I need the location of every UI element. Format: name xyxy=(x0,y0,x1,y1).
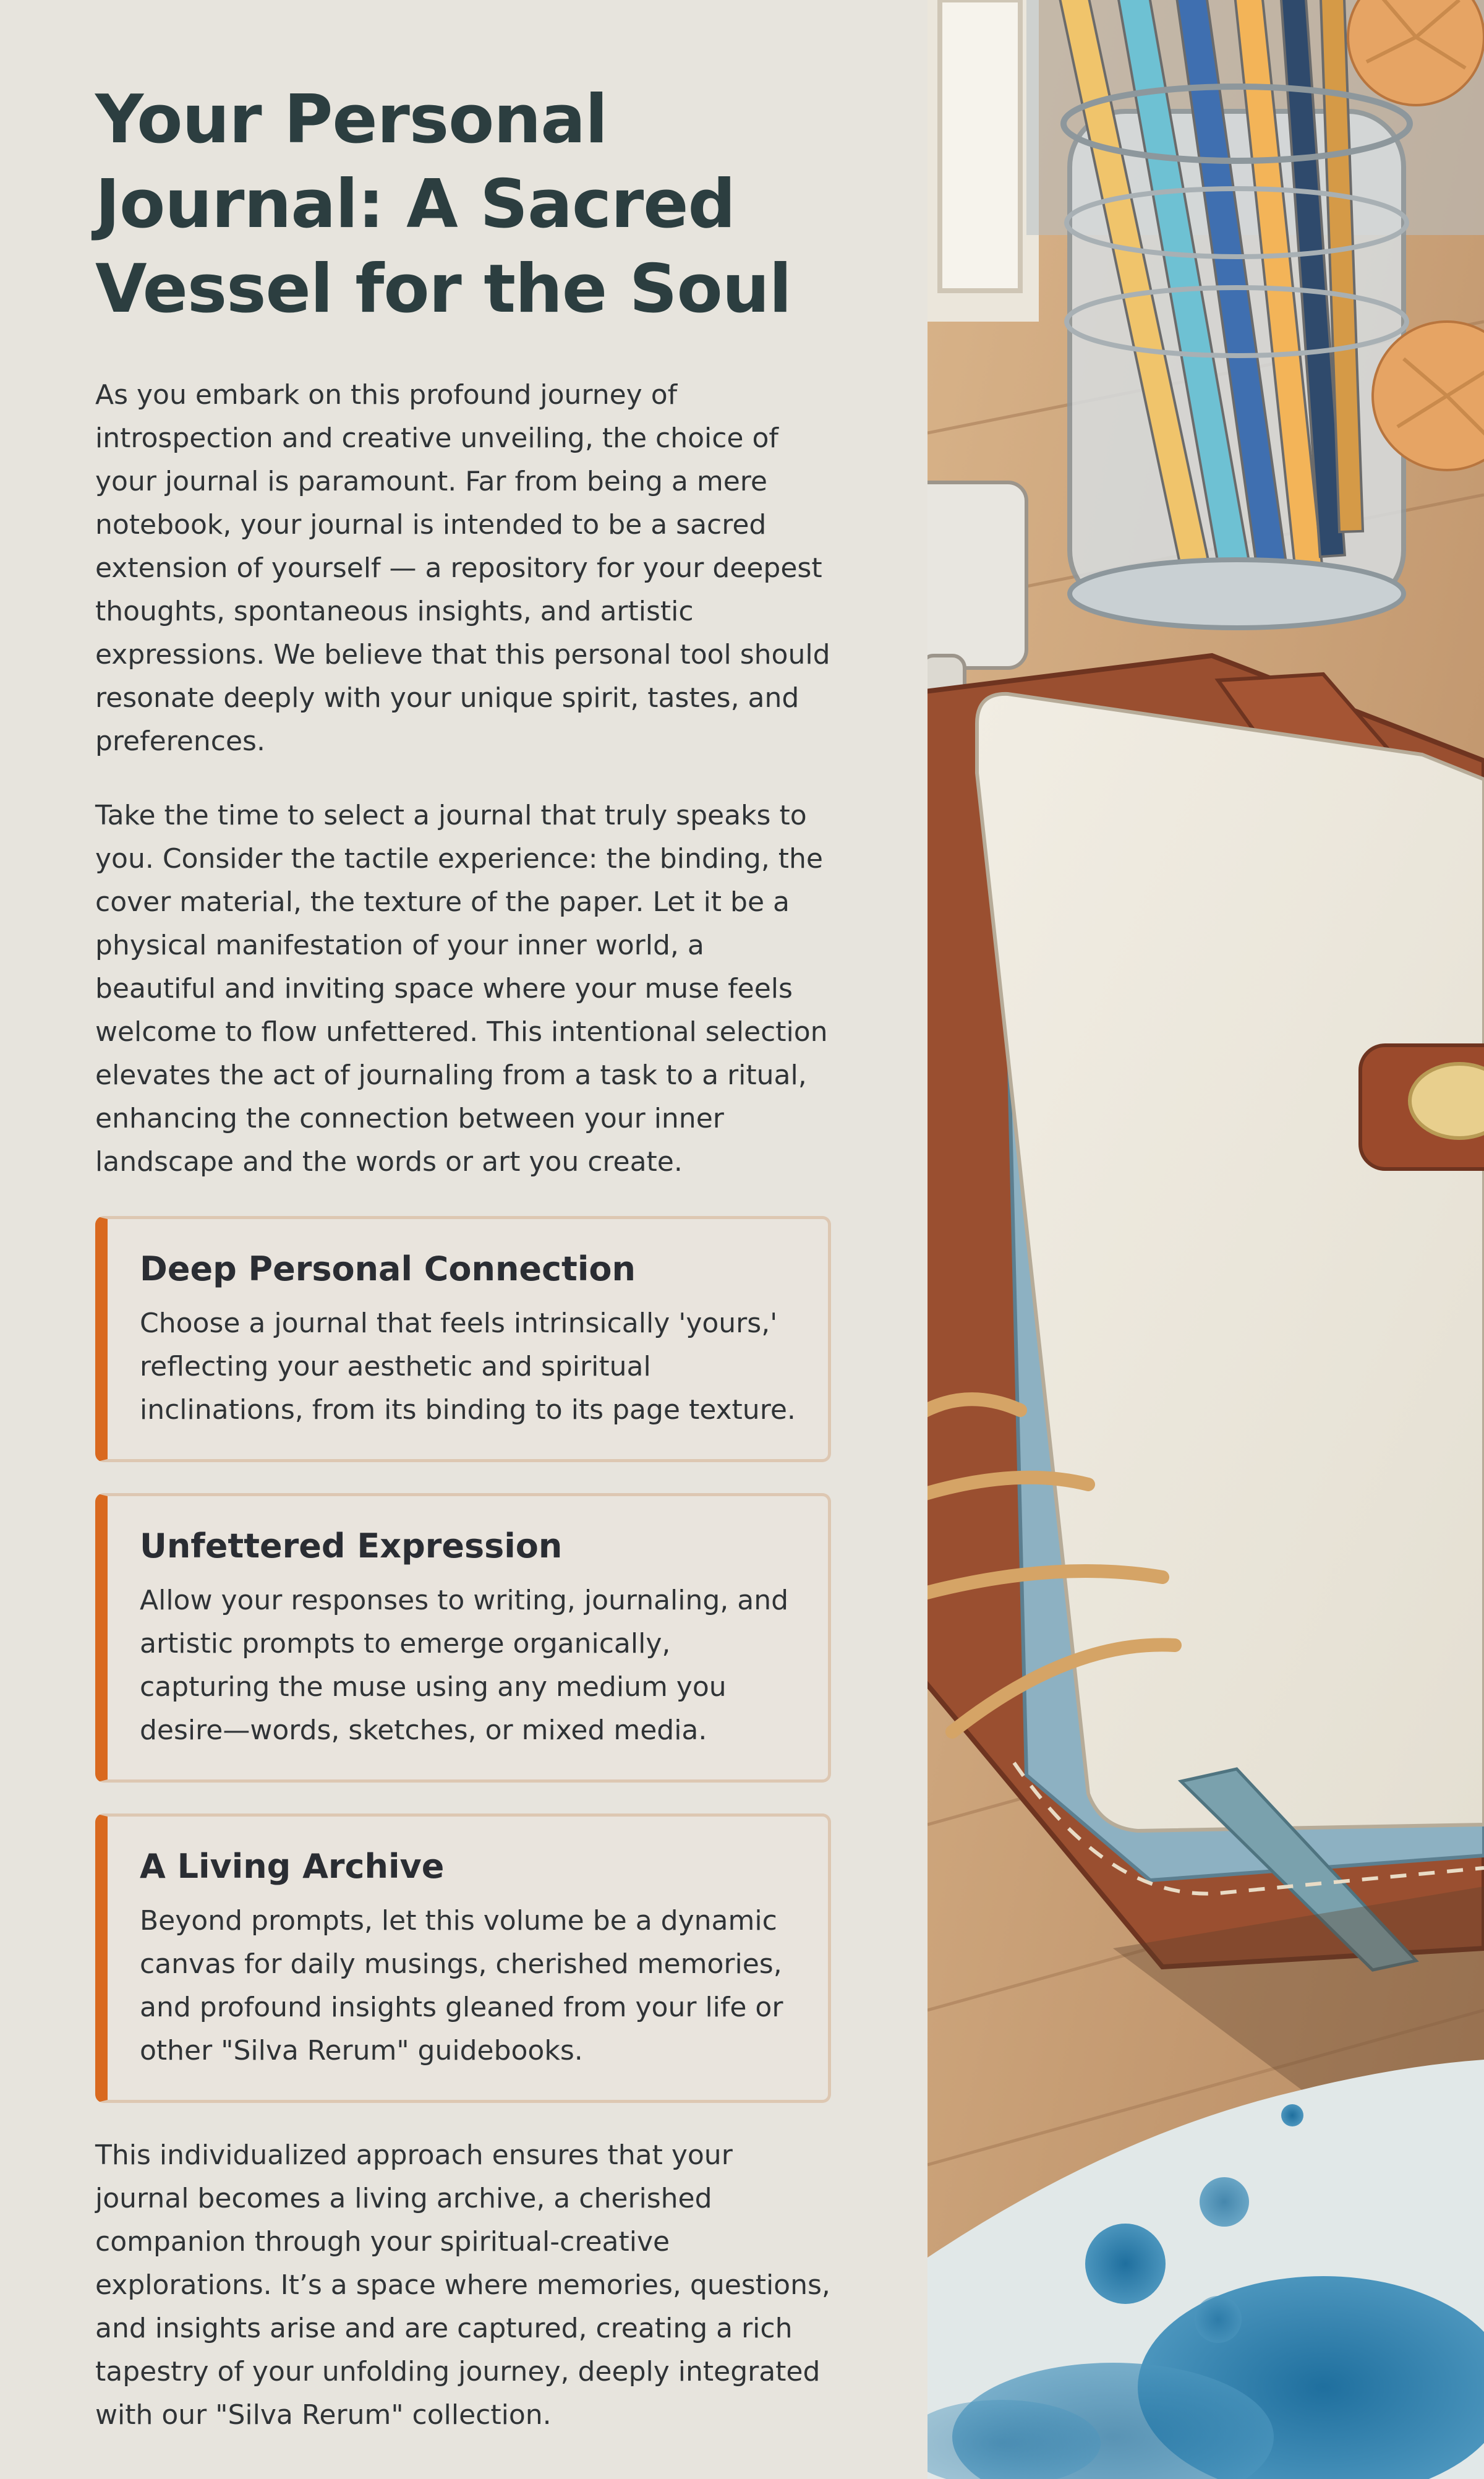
card-body: Beyond prompts, let this volume be a dynamic canvas for daily musings, cherished memories, and profound insights gleaned from your life or other "Silva Rerum" guidebooks. xyxy=(140,1905,783,2066)
card-title: Deep Personal Connection xyxy=(140,1249,636,1288)
intro-paragraph-2: Take the time to select a journal that truly speaks to you. Consider the tactile experience: the binding, the cover material, the texture of the paper. Let it be a physical manifestation of your inner world, a beautiful and inviting space where your muse feels welcome to flow unfettered. This intentional selection elevates the act of journaling from a task to a ritual, enhancing the connection between your inner landscape and the words or art you create. xyxy=(95,800,828,1178)
page-title: Your Personal Journal: A Sacred Vessel for the Soul xyxy=(95,81,791,328)
intro-paragraph-1: As you embark on this profound journey of introspection and creative unveiling, the choice of your journal is paramount. Far from being a mere notebook, your journal is intended to be a sacred extension of yourself — a repository for your deepest thoughts, spontaneous insights, and artistic expressions. We believe that this personal tool should resonate deeply with your unique spirit, tastes, and preferences. xyxy=(95,379,830,757)
card-title: Unfettered Expression xyxy=(140,1526,563,1565)
closing-paragraph: This individualized approach ensures that your journal becomes a living archive, a cherished companion through your spiritual-creative explorations. It’s a space where memories, questions, and insights arise and are captured, creating a rich tapestry of your unfolding journey, deeply integrated with our "Silva Rerum" collection. xyxy=(95,2139,830,2431)
journal-illustration-icon xyxy=(927,0,1484,2479)
card-title: A Living Archive xyxy=(140,1847,445,1886)
card-body: Allow your responses to writing, journaling, and artistic prompts to emerge organically, capturing the muse using any medium you desire—words, sketches, or mixed media. xyxy=(140,1585,789,1746)
journal-illustration xyxy=(927,0,1484,2479)
card-living-archive xyxy=(95,1813,831,2103)
card-deep-personal-connection xyxy=(95,1216,831,1462)
card-body: Choose a journal that feels intrinsically 'yours,' reflecting your aesthetic and spiritual inclinations, from its binding to its page texture. xyxy=(140,1308,796,1426)
card-unfettered-expression xyxy=(95,1493,831,1783)
